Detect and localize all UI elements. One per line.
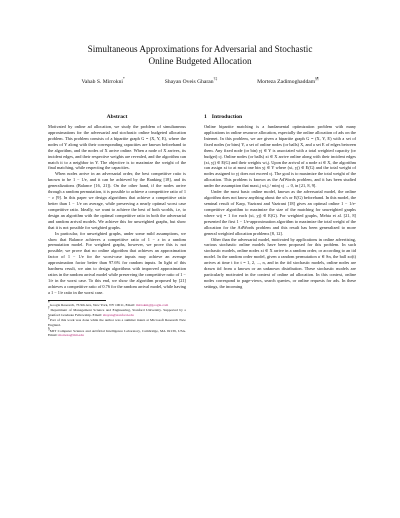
author-list	[30, 79, 370, 86]
abstract-paragraph: In particular, for unweighted graphs, under some mild assumptions, we show that Balance achieves a competitive ratio of 1 − ε in a random permutation model. For weighted graphs, however, we prove this is not possible; we prove that no online algorithm that achieves an approximation factor of 1 − 1/e for the worst-case inputs may achieve an average approximation factor better than 97.6% for random inputs. In light of this hardness result, we aim to design algorithms with improved approximation ratios in the random arrival model while preserving the competitive ratio of 1 − 1/e in the worst case. To this end, we show the algorithm proposed by [21] achieves a competitive ratio of 0.76 for the random arrival model, while having a 1 − 1/e ratio in the worst case.	[48, 230, 186, 295]
author: Shayan Oveis Gharan†‡	[164, 77, 218, 85]
abstract-column	[48, 113, 186, 339]
footnote: †Department of Management Science and Engineering, Stanford University. Supported by a Stanford Graduate Fellowship. Email: shayan@stanford.edu	[48, 306, 186, 318]
intro-paragraph: Other than the adversarial model, motivated by applications in online advertising, various stochastic online models have been proposed for this problem. In such stochastic models, online nodes xi ∈ X arrive in a random order, or according to an iid model. In the random order model, given a random permutation σ ∈ Sn, the ball xσ(t) arrives at time t for t = 1, 2, ..., n, and in the iid stochastic models, online nodes are drawn iid from a known or an unknown distribution. These stochastic models are particularly motivated in the context of online ad allocation. In this context, online nodes correspond to page-views, search queries, or online requests for ads. In these settings, the incoming	[204, 236, 356, 289]
footnote: *Google Research, 76 9th Ave, New York, NY 10011, Email: mirrokni@google.com	[48, 300, 169, 307]
intro-paragraph: Under the most basic online model, known as the adversarial model, the online algorithm does not know anything about the xi's or E(G) beforehand. In this model, the seminal result of Karp, Vazirani and Vazirani [18] gives an optimal online 1 − 1/e-competitive algorithm to maximize the size of the matching for unweighted graphs where wij = 1 for each (xi, yj) ∈ E(G). For weighted graphs, Mehta et al. [21, 8] presented the first 1 − 1/e-approximation algorithm to maximize the total weight of the allocation for the AdWords problem and this result has been generalized to more general weighted allocation problems [8, 12].	[204, 189, 356, 236]
title-line-1: Simultaneous Approximations for Adversarial and Stochastic	[87, 44, 313, 54]
section-heading	[204, 113, 356, 121]
section-title: Introduction	[211, 114, 243, 120]
intro-paragraph: Online bipartite matching is a fundamental optimization problem with many applications in online resource allocation, especially the online allocation of ads on the Internet. In this problem, we are given a bipartite graph G = (X, Y, E) with a set of fixed nodes (or bins) Y, a set of online nodes (or balls) X, and a set E of edges between them. Any fixed node (or bin) yj ∈ Y is associated with a total weighted capacity (or budget) cj. Online nodes (or balls) xi ∈ X arrive online along with their incident edges (xi, yj) ∈ E(G) and their weights wi,j. Upon the arrival of a node xi ∈ X, the algorithm can assign xi to at most one bin yj ∈ Y where (xi, yj) ∈ E(G) and the total weight of nodes assigned to yj does not exceed cj. The goal is to maximize the total weight of the allocation. This problem is known as the AdWords problem, and it has been studied under the assumption that maxi,j wi,j / minj cj → 0, in [21, 8, 9].	[204, 124, 356, 189]
abstract-heading: Abstract	[106, 114, 128, 120]
footnote-divider	[48, 300, 106, 301]
author: Vahab S. Mirrokni*	[81, 77, 125, 85]
email-link[interactable]: mirrokni@google.com	[135, 302, 169, 307]
author: Morteza Zadimoghaddam§¶	[257, 77, 319, 85]
paper-title	[30, 44, 370, 67]
footnote: §MIT Computer Science and Artificial Intelligence Laboratory, Cambridge, MA 02139, USA. Email: morteza@mit.edu	[48, 326, 186, 338]
title-line-2: Online Budgeted Allocation	[148, 55, 252, 66]
section-number: 1	[204, 114, 207, 120]
abstract-paragraph: Motivated by online ad allocation, we study the problem of simultaneous approximations for the adversarial and stochastic online budgeted allocation problem. This problem consists of a bipartite graph G = (X, Y, E), where the nodes of Y along with their corresponding capacities are known beforehand to the algorithm, and the nodes of X arrive online. When a node of X arrives, its incident edges, and their respective weights are revealed, and the algorithm can match it to a neighbor in Y. The objective is to maximize the weight of the final matching, while respecting the capacities.	[48, 124, 186, 171]
abstract-paragraph: When nodes arrive in an adversarial order, the best competitive ratio is known to be 1 − 1/e, and it can be achieved by the Ranking [18], and its generalizations (Balance [16, 21]). On the other hand, if the nodes arrive through a random permutation, it is possible to achieve a competitive ratio of 1 − ε [9]. In this paper we design algorithms that achieve a competitive ratio better than 1 − 1/e on average, while preserving a nearly optimal worst case competitive ratio. Ideally, we want to achieve the best of both worlds, i.e, to design an algorithm with the optimal competitive ratio in both the adversarial and random arrival models. We achieve this for unweighted graphs, but show that it is not possible for weighted graphs.	[48, 171, 186, 230]
email-link[interactable]: morteza@mit.edu	[58, 333, 84, 338]
introduction-column	[204, 113, 356, 290]
email-link[interactable]: shayan@stanford.edu	[102, 313, 134, 318]
footnote: ‡Part of this work was done while the author was a summer intern at Microsoft Research New England.	[48, 316, 186, 328]
